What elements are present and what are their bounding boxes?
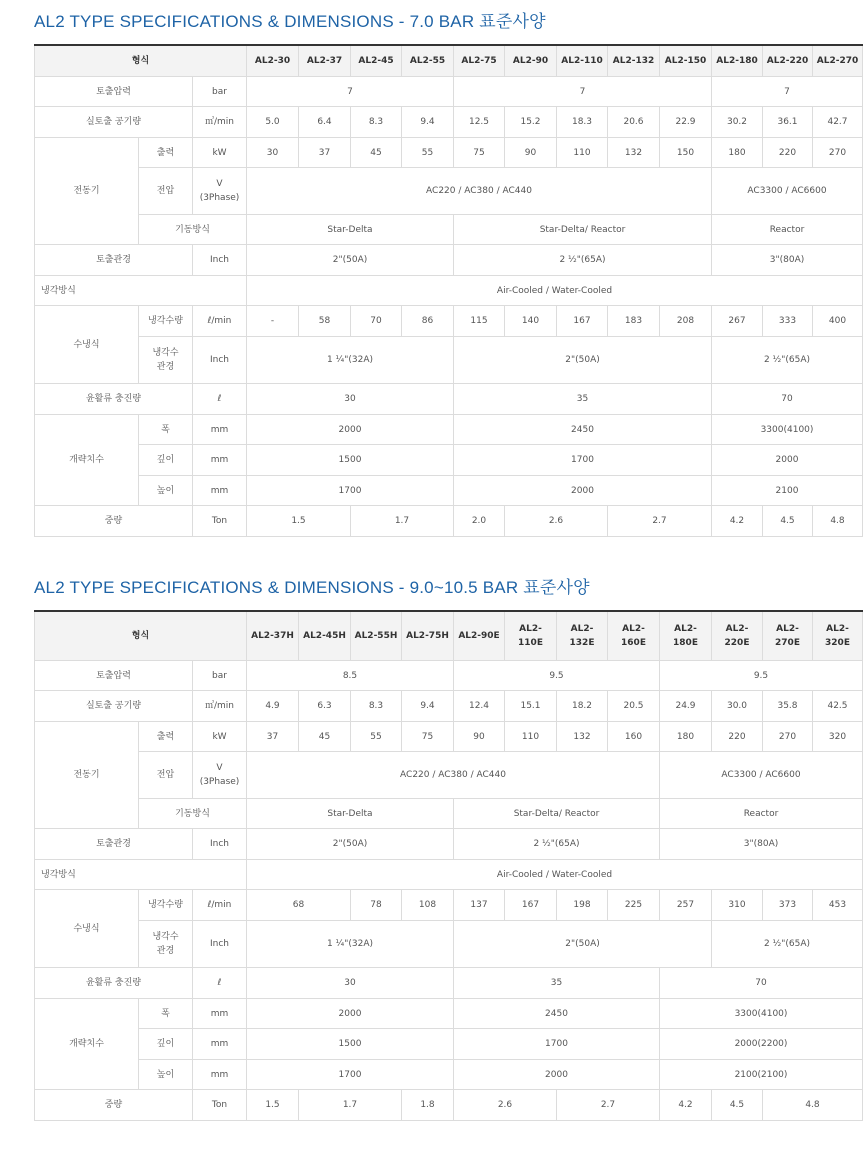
- value-cell: 58: [299, 306, 351, 337]
- value-cell: 167: [557, 306, 608, 337]
- row-motor-starting: [35, 215, 863, 245]
- value-cell: 70: [660, 968, 863, 999]
- value-cell: 1.5: [247, 1090, 299, 1121]
- value-cell: 1500: [247, 1029, 454, 1060]
- row-discharge-pipe: [35, 829, 863, 860]
- value-cell: 257: [660, 890, 712, 921]
- value-cell: 110: [557, 138, 608, 168]
- row-label: 윤활류 충진량: [35, 384, 193, 415]
- value-cell: 2"(50A): [247, 245, 454, 276]
- row-label: 폭: [139, 999, 193, 1029]
- value-cell: 55: [351, 722, 402, 752]
- value-cell: 225: [608, 890, 660, 921]
- row-label: 출력: [139, 722, 193, 752]
- row-label: 냉각수량: [139, 306, 193, 337]
- row-label: 실토출 공기량: [35, 107, 193, 138]
- row-lubricant: [35, 968, 863, 999]
- value-cell: 4.8: [763, 1090, 863, 1121]
- value-cell: 320: [813, 722, 863, 752]
- value-cell: 12.5: [454, 107, 505, 138]
- value-cell: 2000(2200): [660, 1029, 863, 1060]
- value-cell: 35: [454, 384, 712, 415]
- value-cell: 35: [454, 968, 660, 999]
- value-cell: 30.0: [712, 691, 763, 722]
- value-cell: 2.6: [454, 1090, 557, 1121]
- value-cell: 5.0: [247, 107, 299, 138]
- model-name: AL2-180: [712, 45, 763, 77]
- model-name: AL2-150: [660, 45, 712, 77]
- model-name: AL2-220: [763, 45, 813, 77]
- value-cell: 1 ¼"(32A): [247, 921, 454, 968]
- value-cell: 137: [454, 890, 505, 921]
- value-cell: 30: [247, 384, 454, 415]
- row-label: 기동방식: [139, 215, 247, 245]
- value-cell: 4.2: [712, 506, 763, 537]
- value-cell: 75: [454, 138, 505, 168]
- value-cell: 90: [505, 138, 557, 168]
- value-cell: 167: [505, 890, 557, 921]
- row-label: 토출관경: [35, 245, 193, 276]
- row-label: 냉각수량: [139, 890, 193, 921]
- value-cell: 220: [763, 138, 813, 168]
- value-cell: Star-Delta/ Reactor: [454, 799, 660, 829]
- header-row: [35, 45, 863, 77]
- value-cell: 1 ¼"(32A): [247, 337, 454, 384]
- value-cell: 2000: [454, 1060, 660, 1090]
- model-name: AL2- 160E: [608, 611, 660, 661]
- row-water-pipe: [35, 337, 863, 384]
- value-cell: 4.9: [247, 691, 299, 722]
- model-name: AL2-132: [608, 45, 660, 77]
- unit-cell: ℓ/min: [193, 890, 247, 921]
- unit-cell: V (3Phase): [193, 168, 247, 215]
- model-name: AL2- 110E: [505, 611, 557, 661]
- row-label: 폭: [139, 415, 193, 445]
- value-cell: 30: [247, 138, 299, 168]
- value-cell: 180: [660, 722, 712, 752]
- unit-cell: V (3Phase): [193, 752, 247, 799]
- value-cell: 2.0: [454, 506, 505, 537]
- spec-table-9-10bar: [34, 610, 863, 1121]
- value-cell: 15.1: [505, 691, 557, 722]
- model-name: AL2-75: [454, 45, 505, 77]
- value-cell: 30.2: [712, 107, 763, 138]
- value-cell: 6.4: [299, 107, 351, 138]
- unit-cell: kW: [193, 722, 247, 752]
- value-cell: AC3300 / AC6600: [660, 752, 863, 799]
- value-cell: 115: [454, 306, 505, 337]
- row-label: 깊이: [139, 445, 193, 476]
- value-cell: 9.4: [402, 107, 454, 138]
- unit-cell: Ton: [193, 1090, 247, 1121]
- value-cell: 1700: [454, 445, 712, 476]
- value-cell: 68: [247, 890, 351, 921]
- value-cell: 78: [351, 890, 402, 921]
- row-motor-output: [35, 722, 863, 752]
- value-cell: 1.8: [402, 1090, 454, 1121]
- unit-cell: Inch: [193, 245, 247, 276]
- value-cell: 70: [351, 306, 402, 337]
- value-cell: 267: [712, 306, 763, 337]
- model-name: AL2-270: [813, 45, 863, 77]
- model-name: AL2-37H: [247, 611, 299, 661]
- row-weight: [35, 1090, 863, 1121]
- value-cell: 7: [712, 77, 863, 107]
- group-label-dimensions: 개략치수: [35, 415, 139, 506]
- unit-cell: ㎥/min: [193, 107, 247, 138]
- model-name: AL2-37: [299, 45, 351, 77]
- value-cell: 2.7: [557, 1090, 660, 1121]
- row-label: 냉각방식: [35, 860, 247, 890]
- group-label-water-cooling: 수냉식: [35, 306, 139, 384]
- unit-cell: Inch: [193, 337, 247, 384]
- value-cell: 2000: [247, 415, 454, 445]
- value-cell: 400: [813, 306, 863, 337]
- value-cell: 30: [247, 968, 454, 999]
- row-water-flow: [35, 890, 863, 921]
- value-cell: 160: [608, 722, 660, 752]
- value-cell: 2450: [454, 415, 712, 445]
- model-name: AL2- 220E: [712, 611, 763, 661]
- value-cell: 132: [557, 722, 608, 752]
- value-cell: 18.2: [557, 691, 608, 722]
- value-cell: 3"(80A): [712, 245, 863, 276]
- model-name: AL2-110: [557, 45, 608, 77]
- group-label-dimensions: 개략치수: [35, 999, 139, 1090]
- value-cell: Air-Cooled / Water-Cooled: [247, 860, 863, 890]
- value-cell: 2100: [712, 476, 863, 506]
- value-cell: 37: [247, 722, 299, 752]
- row-pressure: [35, 77, 863, 107]
- value-cell: 270: [763, 722, 813, 752]
- value-cell: 4.5: [763, 506, 813, 537]
- unit-cell: mm: [193, 999, 247, 1029]
- row-label: 높이: [139, 1060, 193, 1090]
- spec-title-9-10bar: AL2 TYPE SPECIFICATIONS & DIMENSIONS - 9.0~10.5 BAR 표준사양: [34, 578, 590, 597]
- value-cell: 2 ½"(65A): [454, 245, 712, 276]
- row-label: 토출압력: [35, 661, 193, 691]
- value-cell: 9.5: [660, 661, 863, 691]
- value-cell: 180: [712, 138, 763, 168]
- group-label-motor: 전동기: [35, 722, 139, 829]
- row-motor-starting: [35, 799, 863, 829]
- value-cell: Air-Cooled / Water-Cooled: [247, 276, 863, 306]
- row-label: 중량: [35, 1090, 193, 1121]
- unit-cell: bar: [193, 77, 247, 107]
- unit-cell: ℓ: [193, 384, 247, 415]
- value-cell: 310: [712, 890, 763, 921]
- unit-cell: ㎥/min: [193, 691, 247, 722]
- unit-cell: Ton: [193, 506, 247, 537]
- value-cell: 3"(80A): [660, 829, 863, 860]
- value-cell: 220: [712, 722, 763, 752]
- value-cell: -: [247, 306, 299, 337]
- value-cell: 1.7: [299, 1090, 402, 1121]
- row-label: 냉각수 관경: [139, 921, 193, 968]
- row-label: 냉각수 관경: [139, 337, 193, 384]
- value-cell: 333: [763, 306, 813, 337]
- value-cell: 2000: [454, 476, 712, 506]
- row-cooling: [35, 860, 863, 890]
- row-dim-height: [35, 1060, 863, 1090]
- value-cell: 24.9: [660, 691, 712, 722]
- model-name: AL2-90: [505, 45, 557, 77]
- value-cell: 7: [454, 77, 712, 107]
- unit-cell: mm: [193, 445, 247, 476]
- value-cell: 55: [402, 138, 454, 168]
- value-cell: 70: [712, 384, 863, 415]
- value-cell: 2450: [454, 999, 660, 1029]
- value-cell: 110: [505, 722, 557, 752]
- value-cell: 8.3: [351, 691, 402, 722]
- value-cell: 198: [557, 890, 608, 921]
- unit-cell: ℓ/min: [193, 306, 247, 337]
- value-cell: 2 ½"(65A): [712, 921, 863, 968]
- value-cell: 2"(50A): [247, 829, 454, 860]
- value-cell: 42.5: [813, 691, 863, 722]
- unit-cell: ℓ: [193, 968, 247, 999]
- row-dim-depth: [35, 1029, 863, 1060]
- spec-title-7bar: AL2 TYPE SPECIFICATIONS & DIMENSIONS - 7.0 BAR 표준사양: [34, 12, 546, 31]
- value-cell: Reactor: [660, 799, 863, 829]
- value-cell: 36.1: [763, 107, 813, 138]
- row-motor-voltage: [35, 168, 863, 215]
- value-cell: Star-Delta: [247, 799, 454, 829]
- row-label: 냉각방식: [35, 276, 247, 306]
- row-cooling: [35, 276, 863, 306]
- value-cell: 132: [608, 138, 660, 168]
- row-label: 윤활류 충진량: [35, 968, 193, 999]
- row-air-delivery: [35, 107, 863, 138]
- row-label: 토출압력: [35, 77, 193, 107]
- value-cell: 2"(50A): [454, 921, 712, 968]
- model-name: AL2-45H: [299, 611, 351, 661]
- value-cell: 37: [299, 138, 351, 168]
- value-cell: 1700: [454, 1029, 660, 1060]
- value-cell: 453: [813, 890, 863, 921]
- row-pressure: [35, 661, 863, 691]
- value-cell: 1.7: [351, 506, 454, 537]
- value-cell: 45: [299, 722, 351, 752]
- value-cell: 108: [402, 890, 454, 921]
- value-cell: Reactor: [712, 215, 863, 245]
- model-name: AL2-75H: [402, 611, 454, 661]
- value-cell: 2100(2100): [660, 1060, 863, 1090]
- model-name: AL2- 132E: [557, 611, 608, 661]
- value-cell: 3300(4100): [712, 415, 863, 445]
- row-dim-height: [35, 476, 863, 506]
- value-cell: 183: [608, 306, 660, 337]
- header-row: [35, 611, 863, 661]
- value-cell: 22.9: [660, 107, 712, 138]
- row-label: 전압: [139, 752, 193, 799]
- value-cell: 6.3: [299, 691, 351, 722]
- value-cell: 2000: [712, 445, 863, 476]
- value-cell: 1500: [247, 445, 454, 476]
- value-cell: 8.5: [247, 661, 454, 691]
- unit-cell: mm: [193, 476, 247, 506]
- value-cell: Star-Delta: [247, 215, 454, 245]
- value-cell: 270: [813, 138, 863, 168]
- value-cell: 45: [351, 138, 402, 168]
- value-cell: 373: [763, 890, 813, 921]
- value-cell: 15.2: [505, 107, 557, 138]
- row-label: 기동방식: [139, 799, 247, 829]
- value-cell: 9.4: [402, 691, 454, 722]
- unit-cell: Inch: [193, 829, 247, 860]
- value-cell: 9.5: [454, 661, 660, 691]
- row-lubricant: [35, 384, 863, 415]
- row-label: 전압: [139, 168, 193, 215]
- row-discharge-pipe: [35, 245, 863, 276]
- value-cell: 75: [402, 722, 454, 752]
- row-label: 높이: [139, 476, 193, 506]
- value-cell: 2 ½"(65A): [712, 337, 863, 384]
- value-cell: 12.4: [454, 691, 505, 722]
- value-cell: AC220 / AC380 / AC440: [247, 168, 712, 215]
- unit-cell: mm: [193, 415, 247, 445]
- model-name: AL2- 180E: [660, 611, 712, 661]
- value-cell: 35.8: [763, 691, 813, 722]
- group-label-water-cooling: 수냉식: [35, 890, 139, 968]
- value-cell: 4.2: [660, 1090, 712, 1121]
- value-cell: 2.7: [608, 506, 712, 537]
- value-cell: 2 ½"(65A): [454, 829, 660, 860]
- value-cell: 1700: [247, 1060, 454, 1090]
- value-cell: 90: [454, 722, 505, 752]
- row-label: 깊이: [139, 1029, 193, 1060]
- value-cell: 8.3: [351, 107, 402, 138]
- row-label: 출력: [139, 138, 193, 168]
- row-dim-width: [35, 415, 863, 445]
- model-name: AL2-55H: [351, 611, 402, 661]
- spec-table-7bar: [34, 44, 863, 537]
- value-cell: 20.5: [608, 691, 660, 722]
- value-cell: 150: [660, 138, 712, 168]
- model-header-label: 형식: [35, 611, 247, 661]
- unit-cell: bar: [193, 661, 247, 691]
- value-cell: 2000: [247, 999, 454, 1029]
- row-label: 중량: [35, 506, 193, 537]
- value-cell: 20.6: [608, 107, 660, 138]
- model-name: AL2-30: [247, 45, 299, 77]
- value-cell: 2.6: [505, 506, 608, 537]
- value-cell: 3300(4100): [660, 999, 863, 1029]
- value-cell: 7: [247, 77, 454, 107]
- model-name: AL2- 320E: [813, 611, 863, 661]
- value-cell: 208: [660, 306, 712, 337]
- row-motor-output: [35, 138, 863, 168]
- value-cell: 4.5: [712, 1090, 763, 1121]
- row-water-pipe: [35, 921, 863, 968]
- value-cell: 2"(50A): [454, 337, 712, 384]
- value-cell: 42.7: [813, 107, 863, 138]
- model-name: AL2-90E: [454, 611, 505, 661]
- row-air-delivery: [35, 691, 863, 722]
- row-dim-width: [35, 999, 863, 1029]
- value-cell: AC3300 / AC6600: [712, 168, 863, 215]
- value-cell: AC220 / AC380 / AC440: [247, 752, 660, 799]
- model-name: AL2- 270E: [763, 611, 813, 661]
- row-motor-voltage: [35, 752, 863, 799]
- unit-cell: Inch: [193, 921, 247, 968]
- value-cell: Star-Delta/ Reactor: [454, 215, 712, 245]
- row-weight: [35, 506, 863, 537]
- value-cell: 18.3: [557, 107, 608, 138]
- row-dim-depth: [35, 445, 863, 476]
- model-header-label: 형식: [35, 45, 247, 77]
- unit-cell: mm: [193, 1060, 247, 1090]
- model-name: AL2-45: [351, 45, 402, 77]
- value-cell: 4.8: [813, 506, 863, 537]
- model-name: AL2-55: [402, 45, 454, 77]
- value-cell: 1700: [247, 476, 454, 506]
- row-water-flow: [35, 306, 863, 337]
- value-cell: 140: [505, 306, 557, 337]
- value-cell: 1.5: [247, 506, 351, 537]
- row-label: 실토출 공기량: [35, 691, 193, 722]
- group-label-motor: 전동기: [35, 138, 139, 245]
- row-label: 토출관경: [35, 829, 193, 860]
- unit-cell: mm: [193, 1029, 247, 1060]
- unit-cell: kW: [193, 138, 247, 168]
- value-cell: 86: [402, 306, 454, 337]
